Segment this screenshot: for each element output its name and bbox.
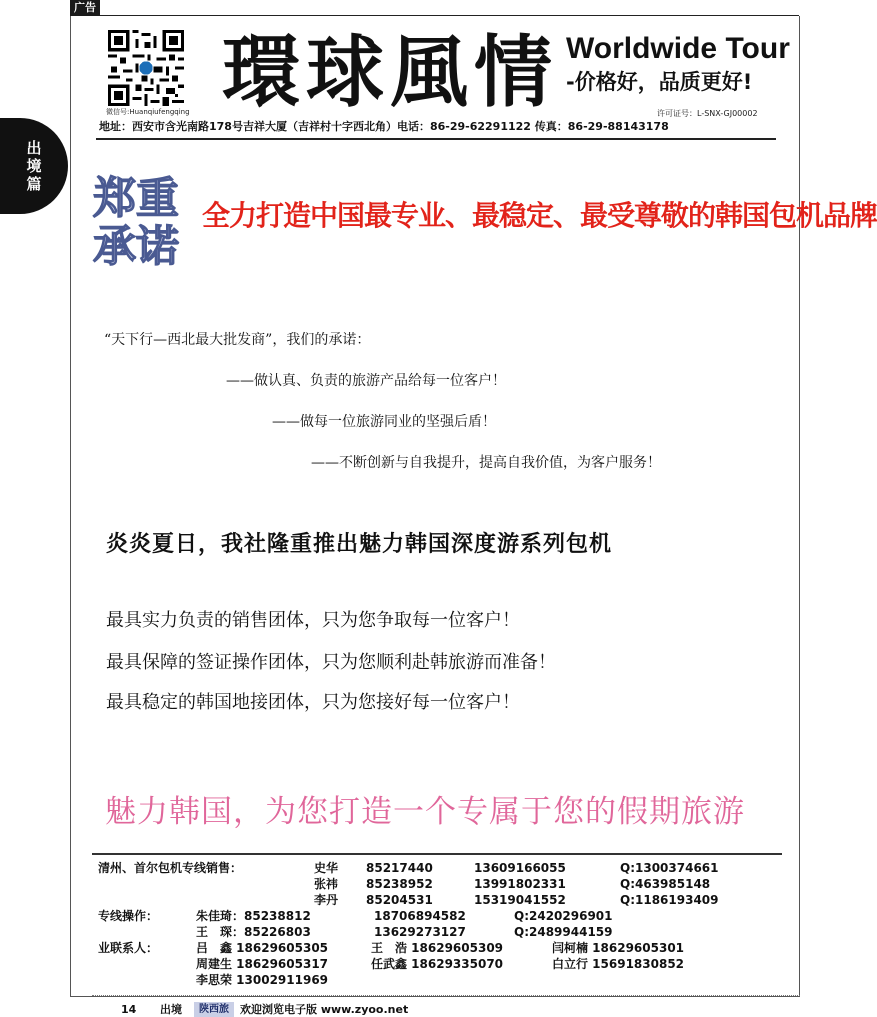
sales-phone: 85204531 — [366, 893, 433, 907]
biz-contact: 任武鑫 18629335070 — [371, 957, 504, 971]
footer-link-text[interactable]: 欢迎浏览电子版 www.zyoo.net — [240, 1003, 409, 1016]
press-badge: 陕西旅 — [194, 1002, 234, 1017]
sales-phone: 85238952 — [366, 877, 433, 891]
commitment-item: ——做认真、负责的旅游产品给每一位客户！ — [226, 373, 506, 389]
brand-name-en: Worldwide Tour — [566, 32, 790, 65]
biz-contact: 李思荣 13002911969 — [196, 973, 329, 987]
address-line: 地址：西安市含光南路178号吉祥大厦（吉祥村十字西北角）电话：86-29-62291122 传真：86-29-88143178 — [99, 120, 669, 133]
biz-contact: 闫柯楠 18629605301 — [552, 941, 685, 955]
promo-line: 最具实力负责的销售团体，只为您争取每一位客户！ — [106, 610, 520, 631]
biz-contact: 周建生 18629605317 — [196, 957, 329, 971]
ad-tag: 广告 — [70, 0, 100, 16]
biz-contact: 王 浩 18629605309 — [371, 941, 504, 955]
commitment-item: ——不断创新与自我提升，提高自我价值，为客户服务！ — [311, 455, 661, 471]
promo-line: 最具保障的签证操作团体，只为您顺利赴韩旅游而准备！ — [106, 652, 556, 673]
ops-mobile: 18706894582 — [374, 909, 466, 923]
footer-section: 出境 — [160, 1003, 182, 1016]
contacts-divider — [92, 853, 782, 855]
promo-tagline: 魅力韩国，为您打造一个专属于您的假期旅游 — [105, 794, 745, 830]
promo-headline: 炎炎夏日，我社隆重推出魅力韩国深度游系列包机 — [106, 531, 613, 557]
pledge-headline: 全力打造中国最专业、最稳定、最受尊敬的韩国包机品牌 — [202, 199, 877, 232]
ops-label: 专线操作： — [98, 909, 159, 923]
sales-qq: Q:1186193409 — [620, 893, 719, 907]
sales-name: 李丹 — [314, 893, 339, 907]
ops-name: 王 琛：85226803 — [196, 925, 311, 939]
page-number: 14 — [121, 1003, 137, 1016]
sales-name: 史华 — [314, 861, 339, 875]
section-side-tab-label: 出境篇 — [26, 139, 42, 193]
header-divider — [96, 138, 776, 140]
pledge-title-line2: 承诺 — [93, 222, 179, 272]
promo-line: 最具稳定的韩国地接团体，只为您接好每一位客户！ — [106, 692, 520, 713]
ops-qq: Q:2420296901 — [514, 909, 613, 923]
commitment-intro: “天下行—西北最大批发商”，我们的承诺： — [104, 332, 371, 348]
wechat-id: 微信号:Huanqiufengqing — [106, 108, 190, 116]
page-frame — [70, 16, 800, 997]
sales-mobile: 13991802331 — [474, 877, 566, 891]
brand-slogan: -价格好，品质更好! — [566, 70, 753, 94]
sales-phone: 85217440 — [366, 861, 433, 875]
sales-label: 清州、首尔包机专线销售： — [98, 861, 243, 875]
sales-mobile: 13609166055 — [474, 861, 566, 875]
ops-name: 朱佳琦：85238812 — [196, 909, 311, 923]
sales-mobile: 15319041552 — [474, 893, 566, 907]
biz-contact: 吕 鑫 18629605305 — [196, 941, 329, 955]
sales-qq: Q:463985148 — [620, 877, 711, 891]
ops-qq: Q:2489944159 — [514, 925, 613, 939]
license-number: 许可证号：L-SNX-GJ00002 — [657, 109, 758, 118]
brand-logo-cn: 環球風情 — [222, 27, 559, 118]
commitment-item: ——做每一位旅游同业的坚强后盾！ — [272, 414, 496, 430]
qr-code-icon — [108, 30, 184, 106]
footer-divider — [92, 995, 800, 996]
sales-qq: Q:1300374661 — [620, 861, 719, 875]
biz-label: 业联系人： — [98, 941, 159, 955]
biz-contact: 白立行 15691830852 — [552, 957, 685, 971]
section-side-tab — [0, 118, 68, 214]
sales-name: 张祎 — [314, 877, 339, 891]
pledge-title-line1: 郑重 — [93, 174, 179, 224]
ops-mobile: 13629273127 — [374, 925, 466, 939]
